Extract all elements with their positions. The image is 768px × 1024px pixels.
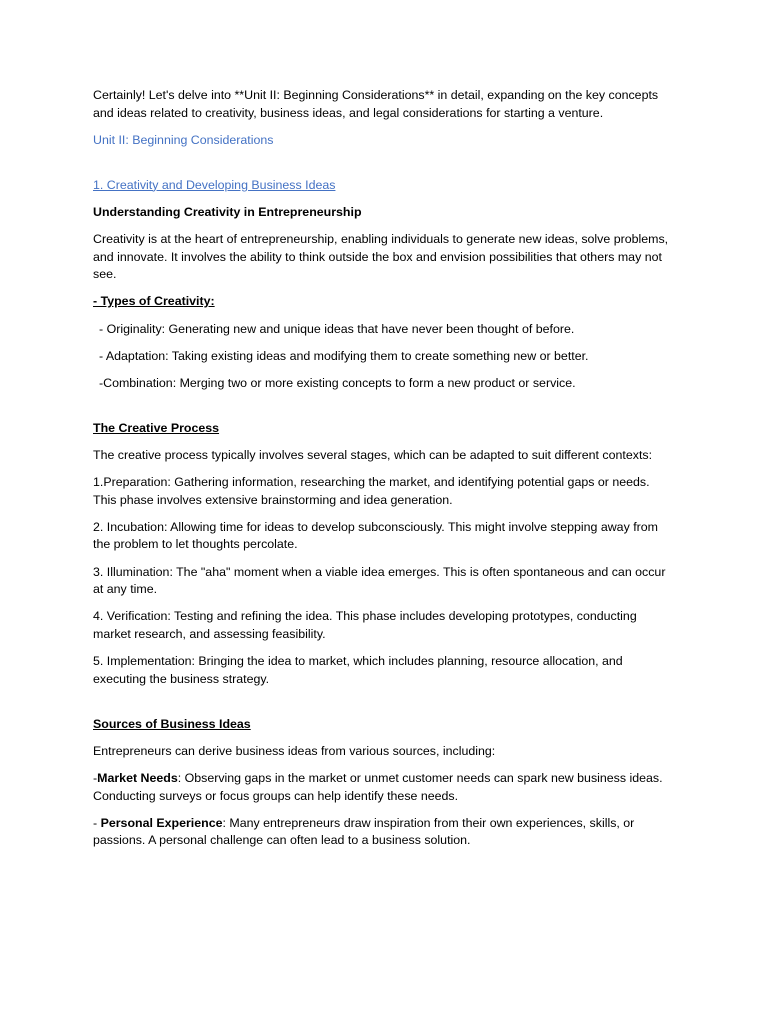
type-item-adaptation: - Adaptation: Taking existing ideas and modifying them to create something new or better. (99, 348, 589, 363)
source-item-market-needs (93, 770, 676, 805)
source-item-personal-experience (93, 815, 676, 850)
type-item-originality: - Originality: Generating new and unique ideas that have never been thought of before. (99, 321, 575, 336)
process-step-incubation: 2. Incubation: Allowing time for ideas to develop subconsciously. This might involve stepping away from the problem to let thoughts percolate. (93, 519, 658, 552)
section1-heading: 1. Creativity and Developing Business Ideas (93, 177, 336, 192)
types-heading: - Types of Creativity: (93, 294, 215, 309)
process-step-preparation: 1.Preparation: Gathering information, researching the market, and identifying potential gaps or needs. This phase involves extensive brainstorming and idea generation. (93, 475, 650, 507)
source-label: Market Needs (97, 770, 178, 785)
source-prefix: - (93, 815, 101, 830)
process-step-implementation: 5. Implementation: Bringing the idea to market, which includes planning, resource allocation, and executing the business strategy. (93, 654, 623, 686)
spacer (93, 402, 676, 420)
source-prefix: - (93, 770, 98, 785)
sources-intro: Entrepreneurs can derive business ideas from various sources, including: (93, 743, 496, 758)
source-label: Personal Experience (100, 815, 223, 830)
source-text: : Observing gaps in the market or unmet customer needs can spark new business ideas. Conducting surveys or focus groups can help identify these needs. (93, 770, 663, 803)
unit-heading: Unit II: Beginning Considerations (93, 132, 274, 147)
understanding-heading: Understanding Creativity in Entrepreneurship (93, 204, 362, 219)
intro-paragraph: Certainly! Let's delve into **Unit II: Beginning Considerations** in detail, expanding on the key concepts and ideas related to creativity, business ideas, and legal considerations for starting a venture. (93, 88, 659, 120)
spacer (93, 159, 676, 177)
process-intro: The creative process typically involves several stages, which can be adapted to suit different contexts: (93, 447, 653, 462)
sources-heading: Sources of Business Ideas (93, 716, 251, 731)
process-step-verification: 4. Verification: Testing and refining the idea. This phase includes developing prototypes, conducting market research, and assessing feasibility. (93, 609, 637, 641)
understanding-body: Creativity is at the heart of entrepreneurship, enabling individuals to generate new ideas, solve problems, and innovate. It involves the ability to think outside the box and envision possibilities that others may not see. (93, 231, 669, 282)
source-text: : Many entrepreneurs draw inspiration from their own experiences, skills, or passions. A personal challenge can often lead to a business solution. (93, 815, 635, 848)
process-step-illumination: 3. Illumination: The "aha" moment when a viable idea emerges. This is often spontaneous and can occur at any time. (93, 564, 666, 597)
type-item-combination: -Combination: Merging two or more existing concepts to form a new product or service. (99, 375, 576, 390)
process-heading: The Creative Process (93, 420, 220, 435)
spacer (93, 698, 676, 716)
